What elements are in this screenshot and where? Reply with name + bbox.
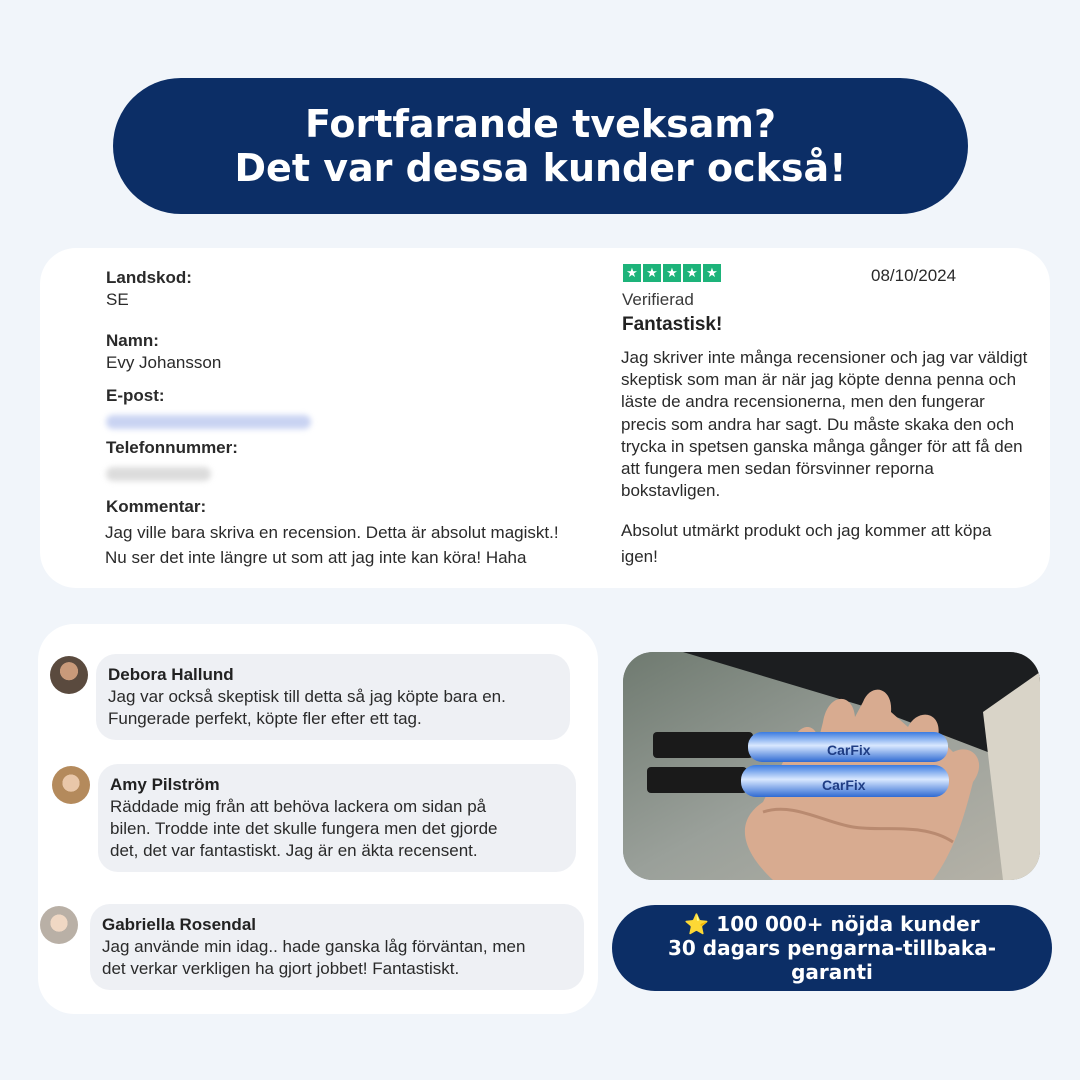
name-value: Evy Johansson: [106, 353, 222, 372]
verified-label: Verifierad: [622, 290, 694, 309]
comment-label: Kommentar:: [106, 497, 207, 516]
country-code-value: SE: [106, 290, 129, 309]
review-form-card: [40, 248, 1050, 588]
guarantee-line-3: garanti: [791, 960, 873, 984]
comment-bubble: [96, 654, 570, 740]
star-rating: [623, 264, 721, 282]
phone-label: Telefonnummer:: [106, 438, 238, 457]
pen-label: CarFix: [827, 742, 871, 758]
comment-line-1: Jag ville bara skriva en recension. Detta är absolut magiskt.!: [105, 523, 559, 542]
guarantee-line-1: [684, 912, 979, 936]
commenter-name: Gabriella Rosendal: [102, 915, 256, 934]
product-photo: [623, 652, 1040, 880]
star-icon: ★: [703, 264, 721, 282]
commenter-name: Debora Hallund: [108, 665, 234, 684]
commenter-name: Amy Pilström: [110, 775, 220, 794]
star-icon: ★: [643, 264, 661, 282]
name-label: Namn:: [106, 331, 159, 350]
comment-line-2: Nu ser det inte längre ut som att jag inte kan köra! Haha: [105, 548, 527, 567]
comment-bubble: [90, 904, 584, 990]
email-label: E-post:: [106, 386, 165, 405]
review-closing: Absolut utmärkt produkt och jag kommer att köpa igen!: [621, 521, 992, 566]
comment-text: Jag var också skeptisk till detta så jag köpte bara en. Fungerade perfekt, köpte fler efter ett tag.: [108, 687, 506, 728]
country-code-label: Landskod:: [106, 268, 192, 287]
avatar: [50, 656, 88, 694]
avatar: [52, 766, 90, 804]
headline-line-1: Fortfarande tveksam?: [304, 102, 777, 146]
pen-label: CarFix: [822, 777, 866, 793]
guarantee-banner: [612, 905, 1052, 991]
comment-bubble: [98, 764, 576, 872]
star-icon: ★: [663, 264, 681, 282]
star-icon: ⭐: [684, 912, 710, 936]
review-title: Fantastisk!: [622, 314, 723, 335]
review-date: 08/10/2024: [871, 266, 957, 285]
comment-text: Jag använde min idag.. hade ganska låg förväntan, men det verkar verkligen ha gjort jobbet! Fantastiskt.: [102, 937, 526, 978]
avatar: [40, 906, 78, 944]
review-body: Jag skriver inte många recensioner och jag var väldigt skeptisk som man är när jag köpte denna penna och läste de andra recensionerna, men den fungerar precis som andra har sagt. Du måste skaka den och trycka in spetsen ganska många gånger för att få den att fungera men sedan försvinner reporna bokstavligen.: [621, 348, 1028, 501]
headline-banner: [113, 78, 968, 214]
star-icon: ★: [623, 264, 641, 282]
email-value-redacted: [106, 415, 311, 429]
guarantee-customers: 100 000+ nöjda kunder: [716, 912, 980, 936]
star-icon: ★: [683, 264, 701, 282]
headline-line-2: Det var dessa kunder också!: [234, 146, 847, 190]
hand-holding-pens-illustration: [623, 652, 1040, 880]
phone-value-redacted: [106, 467, 211, 481]
guarantee-line-2: 30 dagars pengarna-tillbaka-: [667, 936, 997, 960]
comment-text: Räddade mig från att behöva lackera om sidan på bilen. Trodde inte det skulle fungera men det gjorde det, det var fantastiskt. Jag är en äkta recensent.: [110, 797, 498, 860]
comments-card: [38, 624, 598, 1014]
